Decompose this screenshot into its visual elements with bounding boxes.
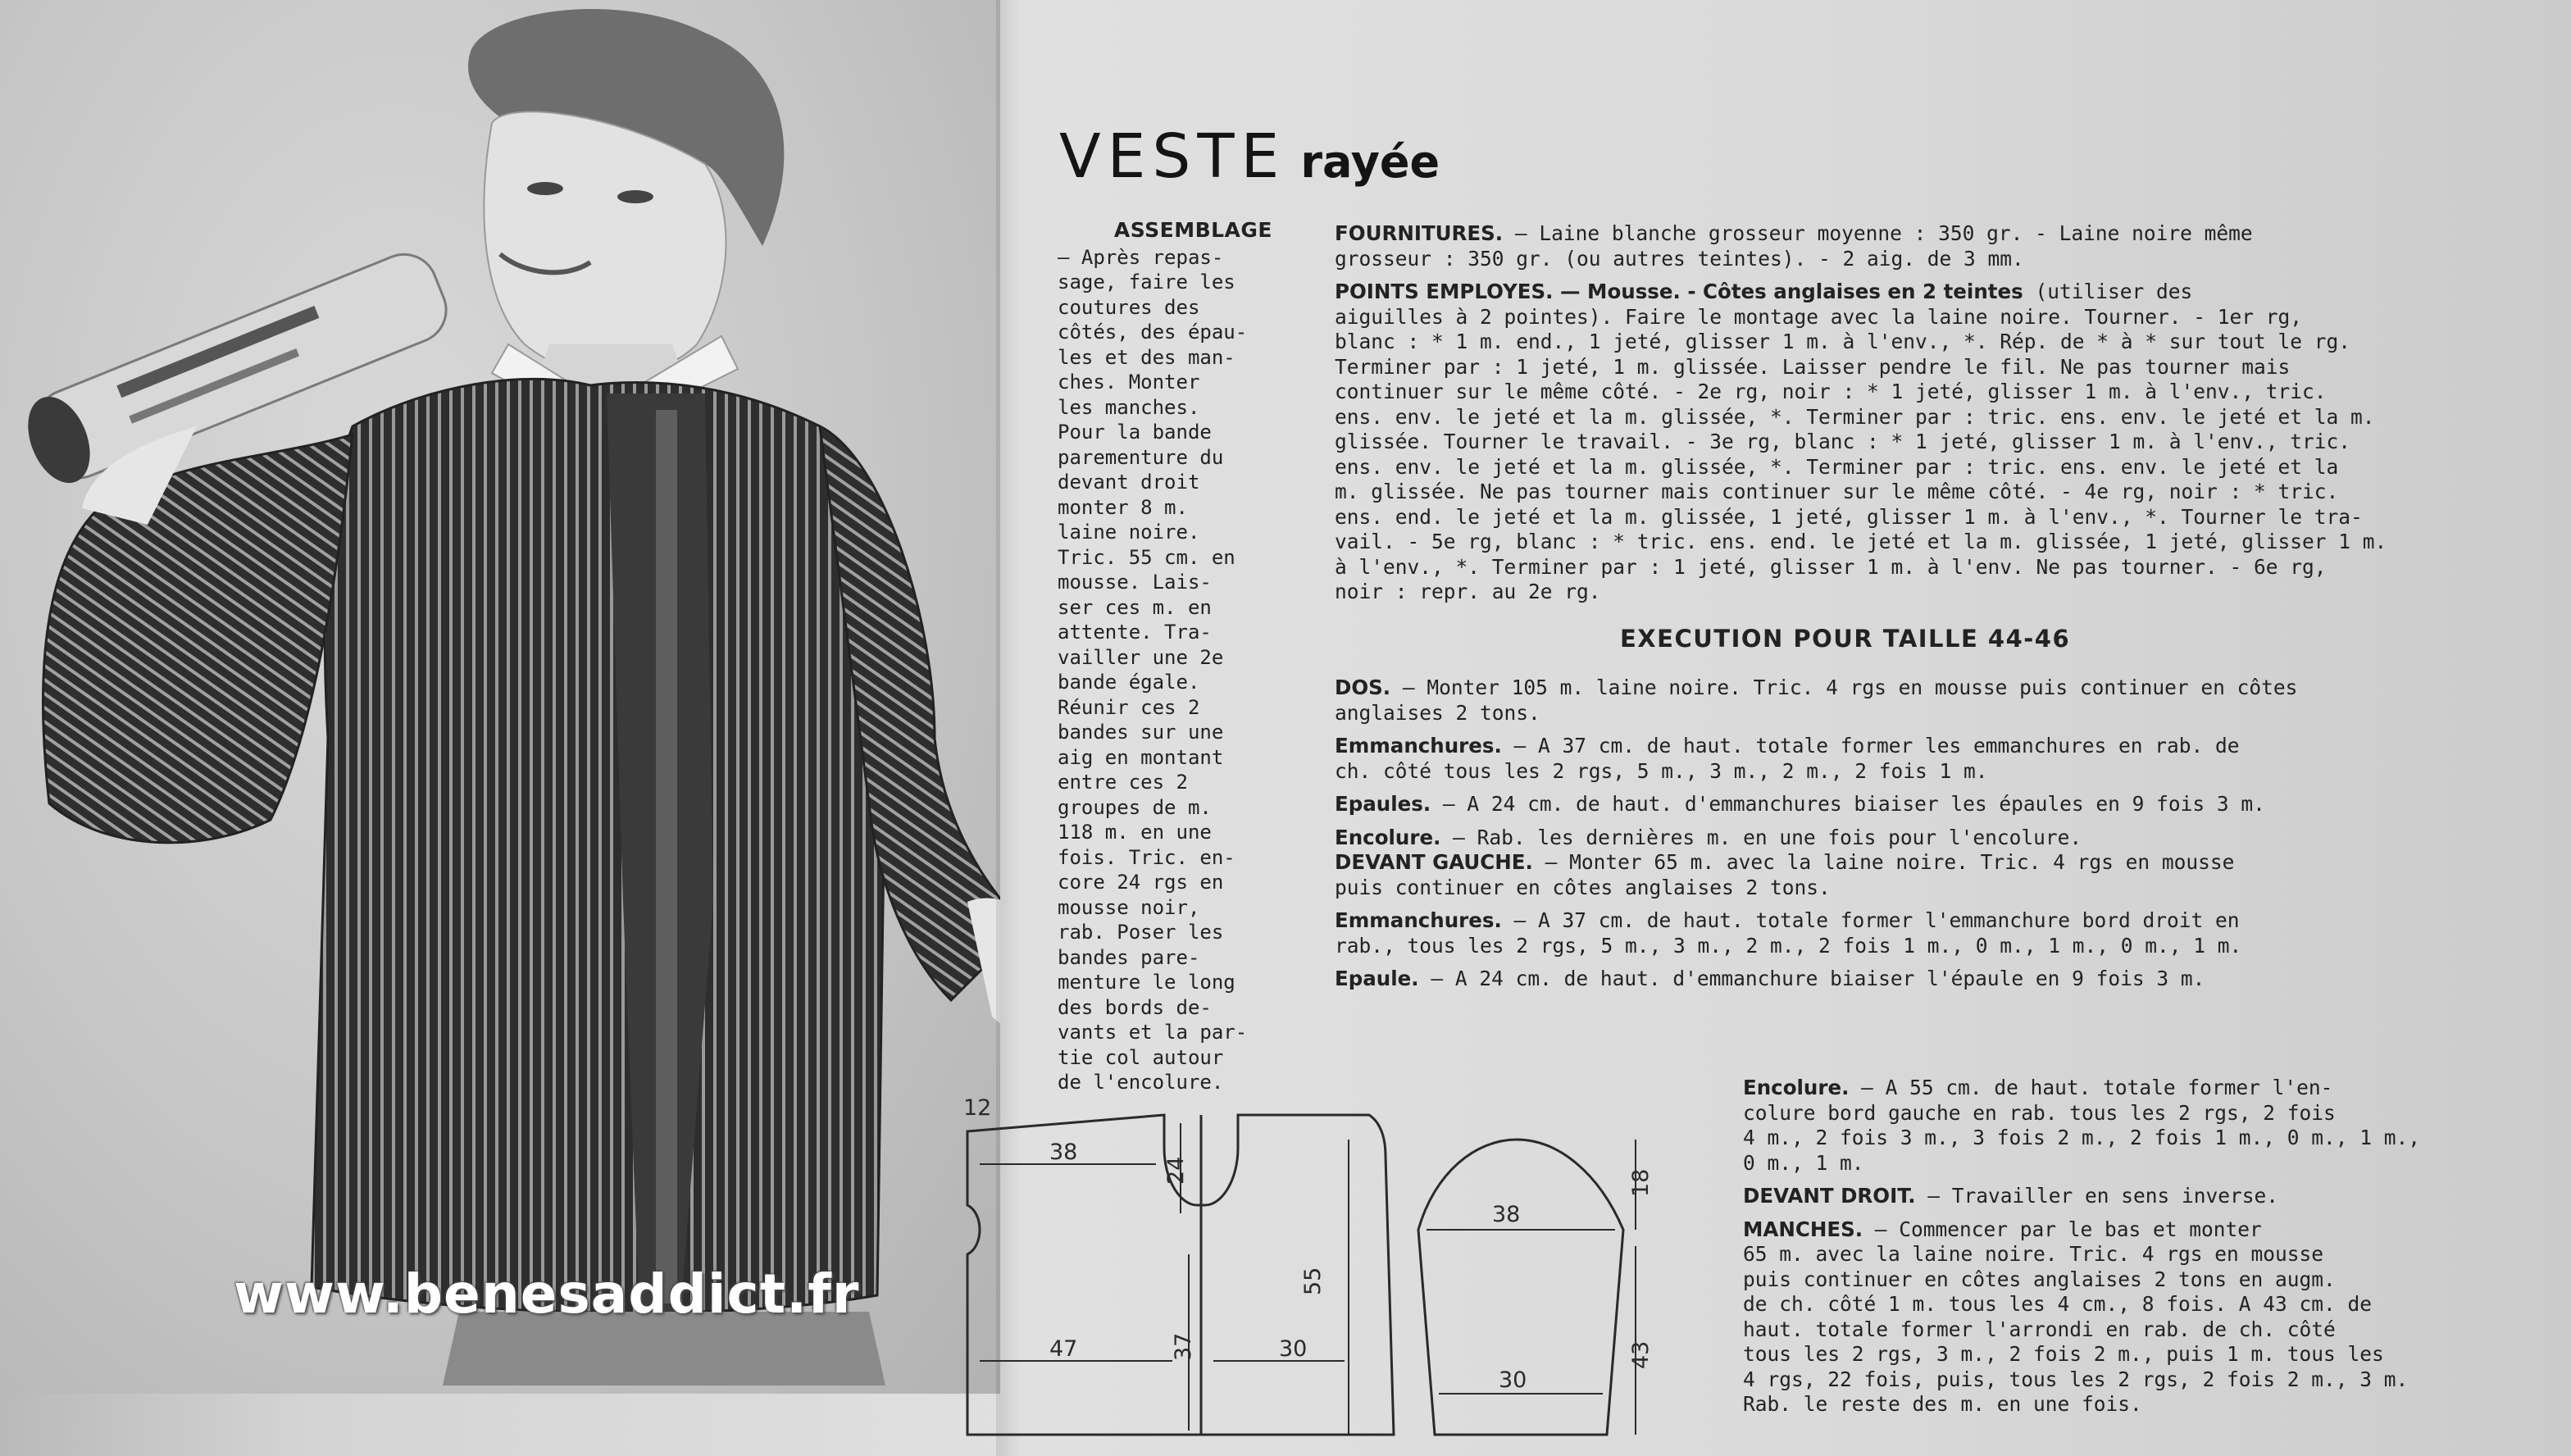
- manches-line: puis continuer en côtes anglaises 2 tons en augm.: [1743, 1267, 2336, 1291]
- emmanchures-line: — A 37 cm. de haut. totale former l'emmanchure bord droit en: [1501, 908, 2240, 932]
- assemblage-line: laine noire.: [1058, 521, 1200, 544]
- devant-droit-label: DEVANT DROIT.: [1743, 1184, 1916, 1208]
- assemblage-line: les et des man-: [1058, 345, 1235, 369]
- assemblage-line: Tric. 55 cm. en: [1058, 545, 1235, 569]
- pattern-title: [1059, 121, 1440, 192]
- devant-gauche-line: puis continuer en côtes anglaises 2 tons.: [1335, 875, 1831, 899]
- points-line: noir : repr. au 2e rg.: [1335, 580, 1601, 603]
- encolure-line: 4 m., 2 fois 3 m., 3 fois 2 m., 2 fois 1 m., 0 m., 1 m.,: [1743, 1126, 2421, 1149]
- encolure-devant-paragraph: [1743, 1076, 2448, 1176]
- encolure-line: colure bord gauche en rab. tous les 2 rgs, 2 fois: [1743, 1100, 2336, 1125]
- assemblage-line: coutures des: [1058, 295, 1200, 319]
- model-illustration: [0, 0, 1000, 1394]
- epaules-line: — A 24 cm. de haut. d'emmanchures biaiser les épaules en 9 fois 3 m.: [1431, 792, 2265, 816]
- dimension-label: 30: [1279, 1336, 1308, 1362]
- dos-label: DOS.: [1335, 676, 1391, 699]
- points-line: aiguilles à 2 pointes). Faire le montage avec la laine noire. Tourner. - 1er rg,: [1335, 304, 2303, 329]
- epaule-paragraph: [1335, 967, 2425, 992]
- dimension-label: 55: [1300, 1267, 1326, 1295]
- fournitures-label: FOURNITURES.: [1335, 221, 1504, 245]
- assemblage-line: attente. Tra-: [1058, 621, 1212, 644]
- assemblage-line: mousse noir,: [1058, 895, 1200, 919]
- dimension-label: 37: [1171, 1332, 1196, 1361]
- dimension-label: 24: [1163, 1156, 1189, 1185]
- assemblage-line: Réunir ces 2: [1058, 695, 1200, 719]
- fournitures-line: grosseur : 350 gr. (ou autres teintes). - 2 aig. de 3 mm.: [1335, 246, 2024, 271]
- title-sub: rayée: [1300, 136, 1440, 188]
- assemblage-line: les manches.: [1058, 395, 1200, 419]
- instructions-column: [1335, 221, 2425, 992]
- body-pattern-svg: [935, 1090, 1410, 1451]
- dimension-label: 38: [1049, 1140, 1078, 1165]
- website-watermark: www.benesaddict.fr: [234, 1263, 860, 1326]
- emmanchures-devant-paragraph: [1335, 908, 2425, 958]
- assemblage-line: groupes de m.: [1058, 795, 1212, 819]
- assemblage-line: entre ces 2: [1058, 771, 1188, 794]
- assemblage-line: core 24 rgs en: [1058, 871, 1224, 894]
- dimension-label: 18: [1628, 1168, 1654, 1197]
- sleeve-pattern-svg: [1402, 1123, 1664, 1451]
- sleeve-pattern-diagram: [1402, 1123, 1664, 1454]
- manches-line: 4 rgs, 22 fois, puis, tous les 2 rgs, 2 fois 2 m., 3 m.: [1743, 1367, 2409, 1391]
- assemblage-line: aig en montant: [1058, 745, 1224, 769]
- encolure-label: Encolure.: [1335, 825, 1441, 849]
- dos-line: — Monter 105 m. laine noire. Tric. 4 rgs en mousse puis continuer en côtes: [1390, 676, 2298, 699]
- epaule-label: Epaule.: [1335, 967, 1419, 990]
- assemblage-line: vailler une 2e: [1058, 645, 1224, 669]
- model-photograph: [0, 0, 1000, 1394]
- lower-instructions-column: [1743, 1076, 2448, 1417]
- assemblage-column: [1058, 218, 1272, 1095]
- assemblage-line: vants et la par-: [1058, 1021, 1248, 1044]
- points-line: ens. env. le jeté et la m. glissée, *. Terminer par : tric. ens. env. le jeté et la m.: [1335, 404, 2375, 429]
- execution-heading: EXECUTION POUR TAILLE 44-46: [1620, 624, 2071, 653]
- assemblage-line: ches. Monter: [1058, 371, 1200, 394]
- assemblage-line: côtés, des épau-: [1058, 321, 1248, 344]
- manches-line: de ch. côté 1 m. tous les 4 cm., 8 fois. A 43 cm. de: [1743, 1292, 2373, 1316]
- dimension-label: 12: [963, 1095, 992, 1121]
- devant-droit-paragraph: [1743, 1184, 2448, 1209]
- points-label-2: — Mousse. - Côtes anglaises en 2 teintes: [1553, 280, 2023, 303]
- devant-droit-line: — Travailler en sens inverse.: [1915, 1184, 2279, 1208]
- assemblage-line: 118 m. en une: [1058, 821, 1212, 844]
- dimension-label: 43: [1628, 1340, 1654, 1369]
- assemblage-line: Pour la bande: [1058, 421, 1212, 444]
- points-line: continuer sur le même côté. - 2e rg, noir : * 1 jeté, glisser 1 m. à l'env., tric.: [1335, 380, 2327, 403]
- epaules-label: Epaules.: [1335, 792, 1431, 816]
- assemblage-line: des bords de-: [1058, 995, 1212, 1019]
- dimension-label: 47: [1049, 1336, 1078, 1362]
- devant-gauche-label: DEVANT GAUCHE.: [1335, 850, 1533, 874]
- assemblage-line: monter 8 m.: [1058, 495, 1188, 519]
- points-line: ens. end. le jeté et la m. glissée, 1 jeté, glisser 1 m. à l'env., *. Tourner le tra-: [1335, 504, 2363, 529]
- manches-paragraph: [1743, 1217, 2448, 1417]
- points-line: ens. env. le jeté et la m. glissée, *. Terminer par : tric. ens. env. le jeté et la: [1335, 454, 2339, 479]
- manches-line: 65 m. avec la laine noire. Tric. 4 rgs en mousse: [1743, 1242, 2324, 1266]
- manches-line: — Commencer par le bas et monter: [1863, 1217, 2262, 1241]
- epaules-paragraph: [1335, 792, 2425, 817]
- fournitures-line: — Laine blanche grosseur moyenne : 350 gr. - Laine noire même: [1503, 221, 2253, 245]
- assemblage-line: bande égale.: [1058, 671, 1200, 694]
- assemblage-line: de l'encolure.: [1058, 1071, 1224, 1094]
- encolure-line: 0 m., 1 m.: [1743, 1150, 1864, 1175]
- assemblage-line: bandes sur une: [1058, 721, 1224, 744]
- emmanchures-dos-paragraph: [1335, 734, 2425, 784]
- assemblage-line: sage, faire les: [1058, 271, 1235, 293]
- emmanchures-label: Emmanchures.: [1335, 908, 1502, 932]
- assemblage-line: parementure du: [1058, 445, 1224, 469]
- dos-paragraph: [1335, 676, 2425, 726]
- assemblage-line: bandes pare-: [1058, 945, 1200, 969]
- points-paragraph: [1335, 280, 2425, 605]
- encolure-dos-paragraph: [1335, 826, 2425, 851]
- points-line: Terminer par : 1 jeté, 1 m. glissée. Laisser pendre le fil. Ne pas tourner mais: [1335, 354, 2291, 379]
- emmanchures-line: rab., tous les 2 rgs, 5 m., 3 m., 2 m., 2 fois 1 m., 0 m., 1 m., 0 m., 1 m.: [1335, 933, 2242, 958]
- encolure-line: — A 55 cm. de haut. totale former l'en-: [1849, 1076, 2333, 1099]
- points-line: vail. - 5e rg, blanc : * tric. ens. end. le jeté et la m. glissée, 1 jeté, glisser 1 m.: [1335, 530, 2387, 553]
- dimension-label: 30: [1499, 1367, 1527, 1393]
- body-pattern-diagram: [935, 1090, 1410, 1454]
- points-line: glissée. Tourner le travail. - 3e rg, blanc : * 1 jeté, glisser 1 m. à l'env., tric.: [1335, 430, 2351, 453]
- title-main: VESTE: [1059, 121, 1286, 192]
- epaule-line: — A 24 cm. de haut. d'emmanchure biaiser l'épaule en 9 fois 3 m.: [1418, 967, 2205, 990]
- devant-gauche-line: — Monter 65 m. avec la laine noire. Tric. 4 rgs en mousse: [1532, 850, 2235, 874]
- assemblage-line: devant droit: [1058, 471, 1200, 494]
- encolure-label: Encolure.: [1743, 1076, 1850, 1099]
- assemblage-line: fois. Tric. en-: [1058, 845, 1235, 869]
- assemblage-line: rab. Poser les: [1058, 921, 1224, 944]
- points-label: POINTS EMPLOYES.: [1335, 280, 1554, 303]
- manches-line: tous les 2 rgs, 3 m., 2 fois 2 m., puis 1 m. tous les: [1743, 1342, 2384, 1366]
- encolure-line: — Rab. les dernières m. en une fois pour l'encolure.: [1440, 825, 2082, 849]
- manches-line: haut. totale former l'arrondi en rab. de ch. côté: [1743, 1317, 2336, 1341]
- points-first-rest: (utiliser des: [2023, 280, 2193, 303]
- devant-gauche-paragraph: [1335, 850, 2425, 900]
- points-line: blanc : * 1 m. end., 1 jeté, glisser 1 m. à l'env., *. Rép. de * à * sur tout le rg.: [1335, 330, 2351, 353]
- points-line: m. glissée. Ne pas tourner mais continuer sur le même côté. - 4e rg, noir : * tric.: [1335, 480, 2339, 503]
- assemblage-line: ser ces m. en: [1058, 595, 1212, 619]
- assemblage-line: menture le long: [1058, 971, 1235, 994]
- dimension-label: 38: [1492, 1202, 1521, 1227]
- points-line: à l'env., *. Terminer par : 1 jeté, glisser 1 m. à l'env. Ne pas tourner. - 6e rg,: [1335, 554, 2327, 579]
- assemblage-line: mousse. Lais-: [1058, 571, 1212, 594]
- assemblage-heading: ASSEMBLAGE: [1113, 218, 1272, 242]
- emmanchures-label: Emmanchures.: [1335, 734, 1502, 758]
- manches-line: Rab. le reste des m. en une fois.: [1743, 1392, 2142, 1416]
- emmanchures-line: ch. côté tous les 2 rgs, 5 m., 3 m., 2 m., 2 fois 1 m.: [1335, 758, 1988, 783]
- assemblage-line: tie col autour: [1058, 1045, 1224, 1069]
- manches-label: MANCHES.: [1743, 1217, 1863, 1241]
- fournitures-paragraph: [1335, 221, 2425, 271]
- emmanchures-line: — A 37 cm. de haut. totale former les emmanchures en rab. de: [1501, 734, 2240, 758]
- dos-line: anglaises 2 tons.: [1335, 700, 1540, 725]
- assemblage-line: — Après repas-: [1058, 245, 1224, 269]
